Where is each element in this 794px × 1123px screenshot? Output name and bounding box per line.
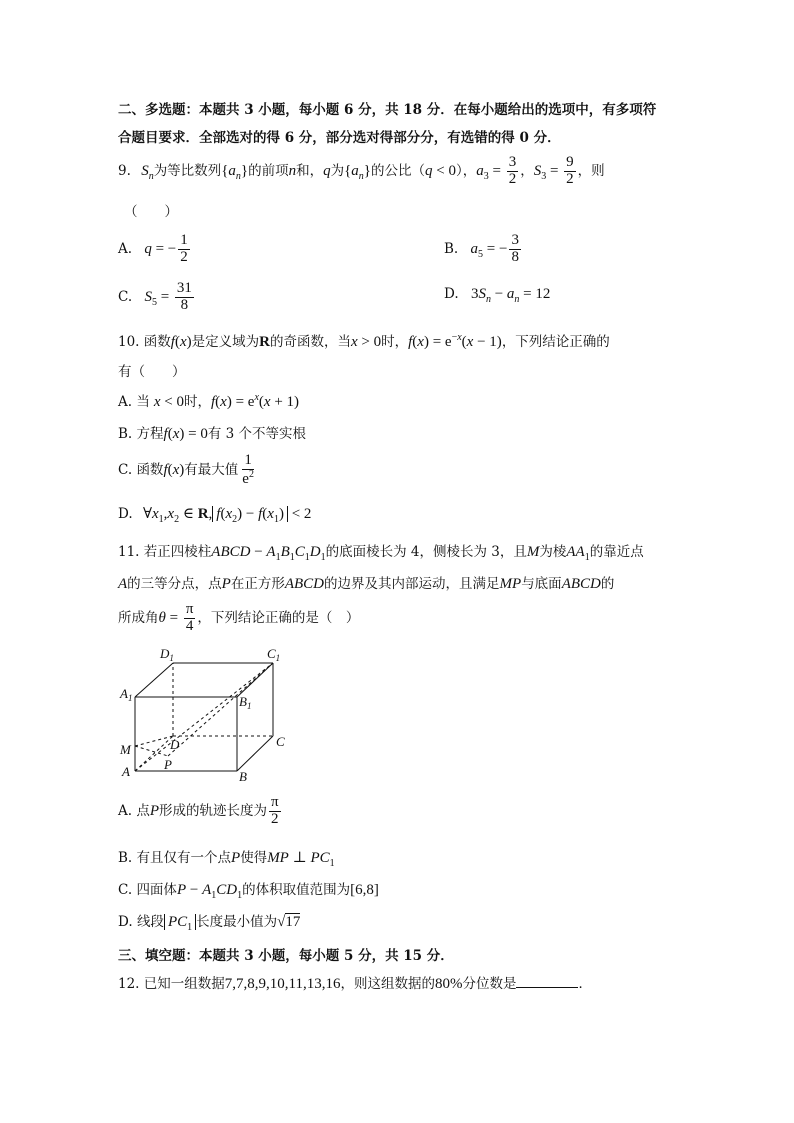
segment-M-P — [135, 746, 168, 756]
question-number: 9. — [118, 163, 131, 179]
label-A: A — [122, 764, 130, 779]
prism-figure — [118, 640, 298, 785]
q11-option-b: B. 有且仅有一个点P使得MP ⊥ $PC_1$ — [118, 850, 335, 869]
edge-B-C — [237, 736, 273, 771]
label-D1: $D_1$ — [160, 646, 174, 663]
q10-option-a: A. 当 x < 0时，$f(x) = e^x(x + 1)$ — [118, 392, 300, 410]
q10-option-b: B. 方程f(x) = 0有 3 个不等实根 — [118, 426, 306, 442]
question-9-bracket: （ ） — [124, 204, 178, 220]
label-B1: $B_1$ — [239, 694, 252, 711]
section-2-header-line1: 二、多选题：本题共 3 小题，每小题 6 分，共 18 分．在每小题给出的选项中，有多项符 — [118, 102, 657, 118]
q11-option-d: D. 线段 $PC_1$ 长度最小值为√17 — [118, 914, 301, 933]
question-11-line3: 所成角θ = $\frac{\pi}{4}$ ，下列结论正确的是（ ） — [118, 601, 360, 634]
q9-option-a: A. q = − $\frac{1}{2}$ — [118, 232, 188, 265]
q10-option-d: D. $\forall x_1,x_2$ ∈ R, $f(x_2) - f(x_1) < 2$ — [118, 506, 312, 525]
label-C: C — [276, 734, 285, 749]
section-2-header-line2: 合题目要求．全部选对的得 6 分，部分选对得部分分，有选错的得 0 分． — [118, 130, 561, 146]
label-B: B — [239, 769, 247, 784]
q9-option-d: D. $3S_n - a_n = 12$ — [444, 286, 551, 305]
q11-option-c: C. 四面体$P - A_1CD_1$的体积取值范围为[6,8] — [118, 882, 379, 901]
question-12-stem: 12. 已知一组数据7,7,8,9,10,11,13,16，则这组数据的80%分位数是 ． — [118, 976, 592, 992]
label-D: D — [170, 737, 180, 752]
q9-option-b: B. $a_5$ = − $\frac{3}{8}$ — [444, 232, 519, 265]
edge-A1-D1 — [135, 663, 173, 697]
segment-A-C1 — [135, 663, 273, 771]
question-11-line1: 11. 若正四棱柱ABCD − $A_1B_1C_1D_1$的底面棱长为 4，侧棱长为 3，且M为棱$AA_1$的靠近点 — [118, 544, 644, 563]
segment-P-C1 — [168, 663, 273, 756]
q11-option-a: A. 点P形成的轨迹长度为 $\frac{\pi}{2}$ — [118, 794, 279, 827]
question-10-line2: 有（ ） — [118, 364, 186, 380]
question-10-stem: 10. 函数f(x)是定义域为R的奇函数，当x > 0时，$f(x) = e^{-x}(x - 1)$，下列结论正确的 — [118, 332, 610, 350]
q9-option-c: C. $S_5$ = $\frac{31}{8}$ — [118, 280, 192, 313]
label-C1: $C_1$ — [267, 646, 281, 663]
label-M: M — [120, 742, 131, 757]
question-9-stem: 9. $S_n$为等比数列$\{a_n\}$的前项n和，q为$\{a_n\}$的公比（q < 0），$a_3$ = $\frac{3}{2}$ ，$S_3$ = $\frac{9}{2}$ ，则 — [118, 154, 605, 187]
answer-blank[interactable] — [516, 975, 578, 988]
label-A1: $A_1$ — [120, 686, 133, 703]
question-11-line2: A的三等分点，点P在正方形ABCD的边界及其内部运动，且满足MP与底面ABCD的 — [118, 576, 615, 592]
label-P: P — [164, 757, 172, 772]
q10-option-c: C. 函数f(x)有最大值 $\frac{1}{e^2}$ — [118, 452, 254, 487]
section-3-header: 三、填空题：本题共 3 小题，每小题 5 分，共 15 分． — [118, 948, 454, 964]
